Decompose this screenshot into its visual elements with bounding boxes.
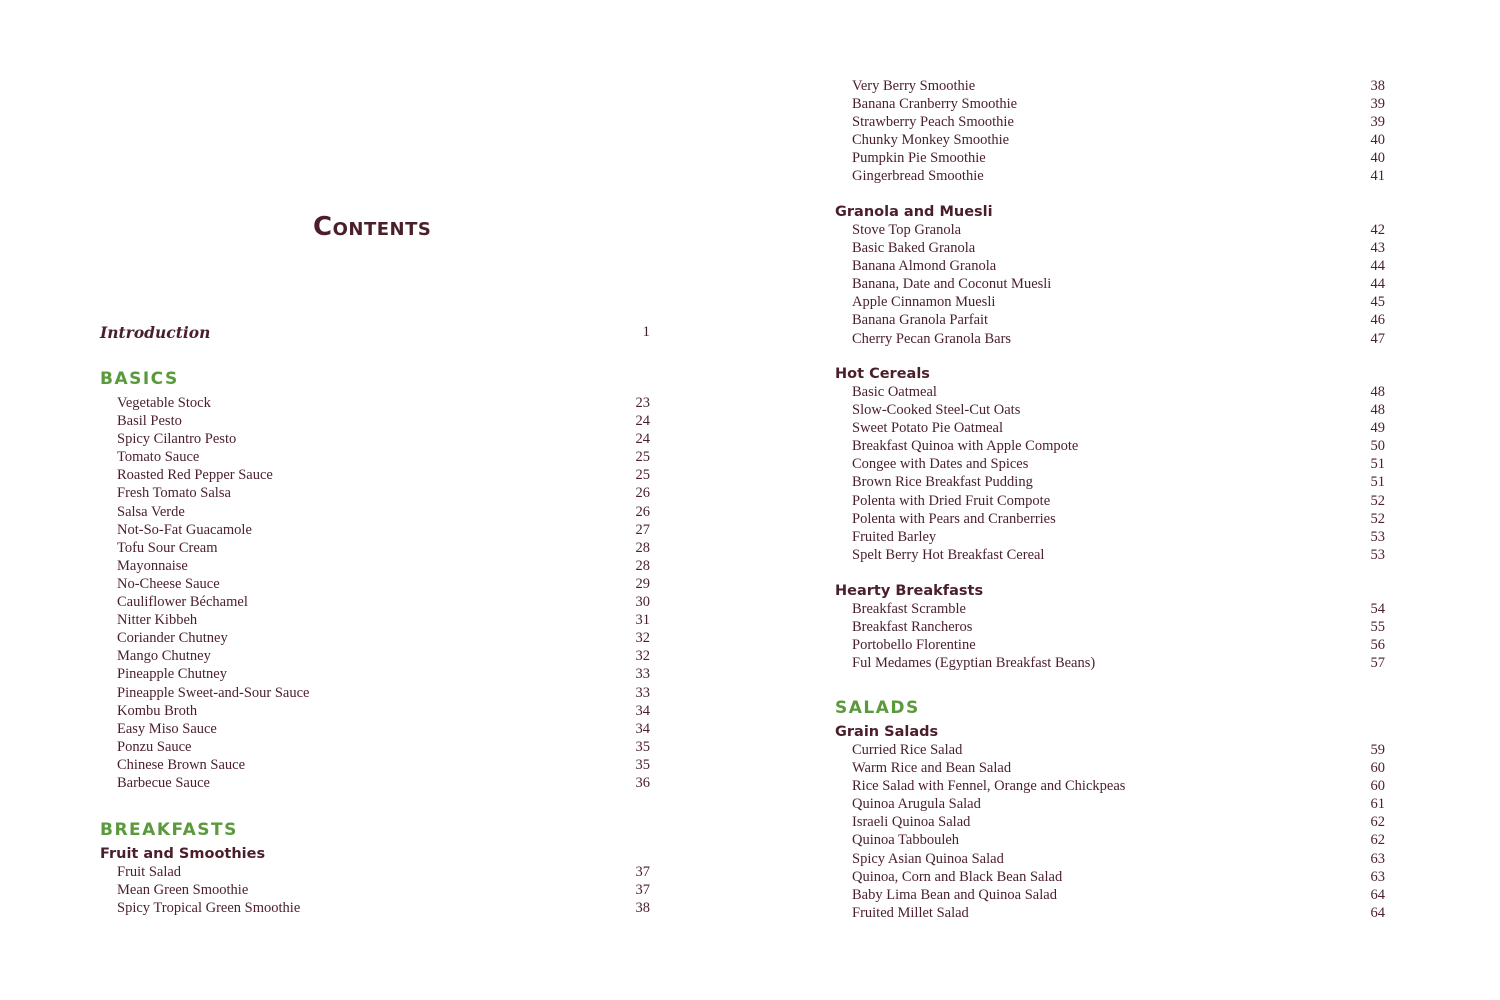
granola-entries — [835, 221, 1387, 348]
toc-entry-title: Vegetable Stock — [117, 395, 211, 411]
toc-entry-page-number: 59 — [1370, 742, 1385, 758]
toc-entry[interactable] — [835, 777, 1387, 795]
toc-entry-page-number: 25 — [635, 467, 650, 484]
toc-entry-page-number: 34 — [635, 720, 650, 737]
toc-entry-page-number: 48 — [1370, 402, 1385, 419]
grain-salads-entries — [835, 741, 1387, 922]
toc-entry-page-number: 30 — [635, 594, 650, 611]
contents-title: Contents — [313, 212, 432, 242]
toc-entry-title: Cherry Pecan Granola Bars — [852, 330, 1012, 347]
toc-entry[interactable] — [100, 774, 652, 792]
toc-entry-title: Kombu Broth — [117, 702, 198, 719]
toc-entry[interactable] — [835, 904, 1387, 922]
toc-entry-title: Not-So-Fat Guacamole — [117, 521, 252, 538]
toc-entry-title: Sweet Potato Pie Oatmeal — [852, 420, 1004, 437]
toc-entry-page-number: 47 — [1370, 330, 1385, 347]
toc-entry-title: Banana Granola Parfait — [852, 312, 989, 329]
toc-entry-title: Tomato Sauce — [117, 449, 200, 466]
toc-entry-title: Ponzu Sauce — [117, 738, 192, 755]
toc-entry-page-number: 24 — [635, 413, 650, 430]
toc-entry[interactable] — [835, 473, 1387, 491]
toc-entry[interactable] — [100, 738, 652, 756]
toc-entry-page-number: 56 — [1370, 637, 1385, 654]
toc-entry-title: Chinese Brown Sauce — [117, 756, 246, 773]
toc-entry[interactable] — [100, 557, 652, 575]
toc-entry-title: Congee with Dates and Spices — [852, 456, 1029, 473]
toc-entry-title: Spelt Berry Hot Breakfast Cereal — [852, 546, 1045, 563]
toc-entry-page-number: 38 — [1370, 78, 1385, 94]
toc-entry-title: Curried Rice Salad — [852, 742, 963, 758]
toc-entry-title: Mayonnaise — [117, 557, 188, 574]
toc-entry-title: Polenta with Pears and Cranberries — [852, 510, 1056, 527]
toc-entry-page-number: 27 — [635, 521, 650, 538]
toc-entry[interactable] — [835, 455, 1387, 473]
toc-entry-title: Warm Rice and Bean Salad — [852, 760, 1012, 777]
toc-entry-title: Mango Chutney — [117, 648, 211, 665]
toc-entry[interactable] — [835, 886, 1387, 904]
toc-entry[interactable] — [835, 510, 1387, 528]
basics-entries — [100, 394, 652, 792]
toc-entry-title: Fruited Millet Salad — [852, 904, 969, 921]
toc-entry-title: Pineapple Chutney — [117, 666, 227, 683]
toc-entry[interactable] — [100, 521, 652, 539]
toc-entry[interactable] — [835, 600, 1387, 618]
toc-entry-title: Slow-Cooked Steel-Cut Oats — [852, 402, 1021, 419]
toc-entry[interactable] — [100, 430, 652, 448]
salads-section — [835, 695, 1387, 922]
toc-entry-title: Banana, Date and Coconut Muesli — [852, 276, 1052, 293]
toc-entry-title: Tofu Sour Cream — [117, 539, 218, 556]
toc-entry-title: Apple Cinnamon Muesli — [852, 294, 996, 311]
toc-entry[interactable] — [835, 636, 1387, 654]
toc-entry-title: Barbecue Sauce — [117, 774, 210, 791]
toc-entry-page-number: 51 — [1370, 456, 1385, 473]
fruit-smoothies-entries — [100, 863, 652, 917]
toc-entry[interactable] — [100, 756, 652, 774]
toc-entry[interactable] — [835, 275, 1387, 293]
toc-entry-page-number: 35 — [635, 738, 650, 755]
subheading-hot-cereals: Hot Cereals — [835, 366, 930, 382]
toc-entry[interactable] — [835, 759, 1387, 777]
introduction-entry[interactable] — [100, 323, 652, 345]
toc-entry[interactable] — [100, 611, 652, 629]
toc-entry-title: Basil Pesto — [117, 413, 182, 430]
toc-entry-page-number: 26 — [635, 485, 650, 502]
toc-entry-page-number: 63 — [1370, 868, 1385, 885]
smoothies-continued-entries — [835, 77, 1387, 186]
toc-entry[interactable] — [100, 394, 652, 412]
toc-entry-page-number: 33 — [635, 666, 650, 683]
toc-entry-page-number: 55 — [1370, 619, 1385, 636]
toc-entry-title: Pumpkin Pie Smoothie — [852, 150, 986, 167]
toc-entry[interactable] — [835, 741, 1387, 759]
toc-entry-page-number: 42 — [1370, 222, 1385, 238]
toc-entry-page-number: 53 — [1370, 546, 1385, 563]
subheading-hearty-breakfasts: Hearty Breakfasts — [835, 583, 984, 599]
toc-entry[interactable] — [835, 95, 1387, 113]
toc-entry-title: Strawberry Peach Smoothie — [852, 114, 1014, 131]
toc-entry-title: Fruited Barley — [852, 528, 937, 545]
toc-entry[interactable] — [100, 881, 652, 899]
smoothies-continued-section — [835, 77, 1387, 186]
introduction-page-number: 1 — [642, 324, 650, 340]
toc-entry[interactable] — [100, 684, 652, 702]
toc-entry[interactable] — [100, 448, 652, 466]
toc-entry-page-number: 41 — [1370, 168, 1385, 185]
toc-entry[interactable] — [835, 311, 1387, 329]
toc-entry[interactable] — [835, 383, 1387, 401]
toc-entry-title: Roasted Red Pepper Sauce — [117, 467, 273, 484]
toc-entry[interactable] — [100, 484, 652, 502]
toc-entry[interactable] — [835, 239, 1387, 257]
toc-entry[interactable] — [835, 293, 1387, 311]
toc-entry[interactable] — [835, 546, 1387, 564]
toc-entry[interactable] — [100, 575, 652, 593]
toc-entry-page-number: 38 — [635, 900, 650, 917]
toc-entry-page-number: 32 — [635, 630, 650, 647]
toc-entry-title: Basic Oatmeal — [852, 384, 937, 400]
toc-entry-title: Breakfast Quinoa with Apple Compote — [852, 438, 1079, 455]
toc-entry-title: Spicy Tropical Green Smoothie — [117, 900, 301, 917]
toc-entry-page-number: 24 — [635, 431, 650, 448]
toc-entry[interactable] — [835, 419, 1387, 437]
toc-entry-title: Gingerbread Smoothie — [852, 168, 984, 185]
toc-entry[interactable] — [100, 539, 652, 557]
toc-entry-page-number: 52 — [1370, 510, 1385, 527]
toc-entry-page-number: 49 — [1370, 420, 1385, 437]
toc-entry-page-number: 29 — [635, 575, 650, 592]
toc-entry-page-number: 26 — [635, 503, 650, 520]
toc-entry-page-number: 28 — [635, 539, 650, 556]
toc-entry[interactable] — [100, 593, 652, 611]
toc-entry-page-number: 37 — [635, 882, 650, 899]
toc-entry-page-number: 31 — [635, 612, 650, 629]
toc-entry[interactable] — [100, 629, 652, 647]
toc-entry[interactable] — [100, 466, 652, 484]
toc-entry-page-number: 45 — [1370, 294, 1385, 311]
toc-entry-page-number: 39 — [1370, 114, 1385, 131]
toc-entry-title: Israeli Quinoa Salad — [852, 814, 971, 831]
toc-entry[interactable] — [100, 899, 652, 917]
toc-entry-page-number: 60 — [1370, 778, 1385, 795]
toc-entry-page-number: 23 — [635, 395, 650, 411]
toc-entry-title: Salsa Verde — [117, 503, 185, 520]
toc-entry-page-number: 57 — [1370, 655, 1385, 672]
toc-entry-page-number: 43 — [1370, 240, 1385, 257]
toc-entry[interactable] — [835, 831, 1387, 849]
toc-entry-page-number: 36 — [635, 774, 650, 791]
subheading-granola-muesli: Granola and Muesli — [835, 204, 993, 220]
toc-entry[interactable] — [835, 795, 1387, 813]
toc-entry-title: Fruit Salad — [117, 864, 182, 880]
toc-entry-page-number: 39 — [1370, 96, 1385, 113]
toc-entry[interactable] — [835, 850, 1387, 868]
toc-entry-page-number: 61 — [1370, 796, 1385, 813]
left-page — [100, 0, 652, 1000]
toc-entry[interactable] — [835, 113, 1387, 131]
hearty-breakfasts-entries — [835, 600, 1387, 672]
toc-entry-page-number: 32 — [635, 648, 650, 665]
toc-entry[interactable] — [835, 618, 1387, 636]
toc-entry-title: Mean Green Smoothie — [117, 882, 249, 899]
toc-entry-page-number: 63 — [1370, 850, 1385, 867]
toc-entry-page-number: 34 — [635, 702, 650, 719]
hot-cereals-section — [835, 365, 1387, 564]
toc-entry-title: Spicy Cilantro Pesto — [117, 431, 237, 448]
toc-entry-page-number: 25 — [635, 449, 650, 466]
toc-entry-title: Pineapple Sweet-and-Sour Sauce — [117, 684, 310, 701]
toc-entry[interactable] — [835, 131, 1387, 149]
toc-entry-page-number: 50 — [1370, 438, 1385, 455]
introduction-label: Introduction — [100, 323, 211, 342]
hot-cereals-entries — [835, 383, 1387, 564]
toc-entry-page-number: 64 — [1370, 904, 1385, 921]
toc-entry-title: Stove Top Granola — [852, 222, 962, 238]
toc-entry-title: Banana Cranberry Smoothie — [852, 96, 1018, 113]
toc-entry-title: Baby Lima Bean and Quinoa Salad — [852, 886, 1057, 903]
toc-entry-page-number: 54 — [1370, 601, 1385, 617]
toc-entry[interactable] — [835, 330, 1387, 348]
toc-entry-page-number: 52 — [1370, 492, 1385, 509]
toc-entry-page-number: 46 — [1370, 312, 1385, 329]
toc-entry-title: Chunky Monkey Smoothie — [852, 132, 1010, 149]
toc-entry[interactable] — [100, 863, 652, 881]
subheading-fruit-smoothies: Fruit and Smoothies — [100, 846, 266, 862]
toc-entry-title: Nitter Kibbeh — [117, 612, 198, 629]
toc-entry[interactable] — [100, 647, 652, 665]
toc-entry[interactable] — [100, 412, 652, 430]
toc-entry-title: Spicy Asian Quinoa Salad — [852, 850, 1004, 867]
toc-entry-page-number: 37 — [635, 864, 650, 880]
toc-entry-title: Brown Rice Breakfast Pudding — [852, 474, 1033, 491]
granola-section — [835, 203, 1387, 348]
hearty-breakfasts-section — [835, 582, 1387, 672]
toc-entry-title: Breakfast Rancheros — [852, 619, 973, 636]
toc-entry-page-number: 64 — [1370, 886, 1385, 903]
toc-entry[interactable] — [100, 702, 652, 720]
toc-entry-page-number: 44 — [1370, 276, 1385, 293]
right-page — [835, 0, 1387, 1000]
toc-entry-page-number: 62 — [1370, 814, 1385, 831]
toc-entry-page-number: 33 — [635, 684, 650, 701]
toc-entry-title: Ful Medames (Egyptian Breakfast Beans) — [852, 655, 1096, 672]
toc-entry[interactable] — [835, 868, 1387, 886]
toc-entry[interactable] — [835, 437, 1387, 455]
toc-entry-page-number: 40 — [1370, 132, 1385, 149]
toc-entry-page-number: 35 — [635, 756, 650, 773]
toc-entry-title: Very Berry Smoothie — [852, 78, 976, 94]
part-heading-basics: BASICS — [100, 369, 179, 389]
toc-entry-page-number: 60 — [1370, 760, 1385, 777]
toc-entry[interactable] — [100, 665, 652, 683]
toc-entry[interactable] — [835, 401, 1387, 419]
toc-entry[interactable] — [835, 654, 1387, 672]
toc-entry[interactable] — [835, 528, 1387, 546]
toc-entry-page-number: 40 — [1370, 150, 1385, 167]
toc-entry-title: Portobello Florentine — [852, 637, 976, 654]
toc-entry-title: Polenta with Dried Fruit Compote — [852, 492, 1051, 509]
toc-entry-title: Quinoa Tabbouleh — [852, 832, 960, 849]
toc-entry-title: No-Cheese Sauce — [117, 575, 220, 592]
toc-entry[interactable] — [835, 77, 1387, 95]
toc-entry-page-number: 51 — [1370, 474, 1385, 491]
toc-entry-title: Coriander Chutney — [117, 630, 228, 647]
toc-entry-title: Fresh Tomato Salsa — [117, 485, 231, 502]
toc-entry-page-number: 44 — [1370, 258, 1385, 275]
toc-entry-title: Banana Almond Granola — [852, 258, 997, 275]
toc-entry-title: Quinoa Arugula Salad — [852, 796, 981, 813]
toc-entry[interactable] — [835, 221, 1387, 239]
part-heading-breakfasts: BREAKFASTS — [100, 820, 238, 840]
subheading-grain-salads: Grain Salads — [835, 724, 939, 740]
toc-entry-title: Quinoa, Corn and Black Bean Salad — [852, 868, 1063, 885]
toc-entry-page-number: 62 — [1370, 832, 1385, 849]
toc-entry[interactable] — [835, 813, 1387, 831]
basics-section — [100, 366, 652, 792]
toc-entry[interactable] — [100, 720, 652, 738]
toc-entry[interactable] — [835, 167, 1387, 185]
toc-entry-title: Breakfast Scramble — [852, 601, 966, 617]
toc-entry[interactable] — [835, 492, 1387, 510]
toc-entry-title: Cauliflower Béchamel — [117, 594, 248, 611]
toc-entry-page-number: 53 — [1370, 528, 1385, 545]
toc-entry-title: Rice Salad with Fennel, Orange and Chickpeas — [852, 778, 1126, 795]
toc-entry[interactable] — [835, 257, 1387, 275]
toc-entry[interactable] — [835, 149, 1387, 167]
part-heading-salads: SALADS — [835, 698, 920, 718]
toc-entry-page-number: 28 — [635, 557, 650, 574]
breakfasts-section — [100, 817, 652, 917]
toc-entry-page-number: 48 — [1370, 384, 1385, 400]
toc-entry-title: Easy Miso Sauce — [117, 720, 217, 737]
toc-entry[interactable] — [100, 503, 652, 521]
toc-entry-title: Basic Baked Granola — [852, 240, 976, 257]
